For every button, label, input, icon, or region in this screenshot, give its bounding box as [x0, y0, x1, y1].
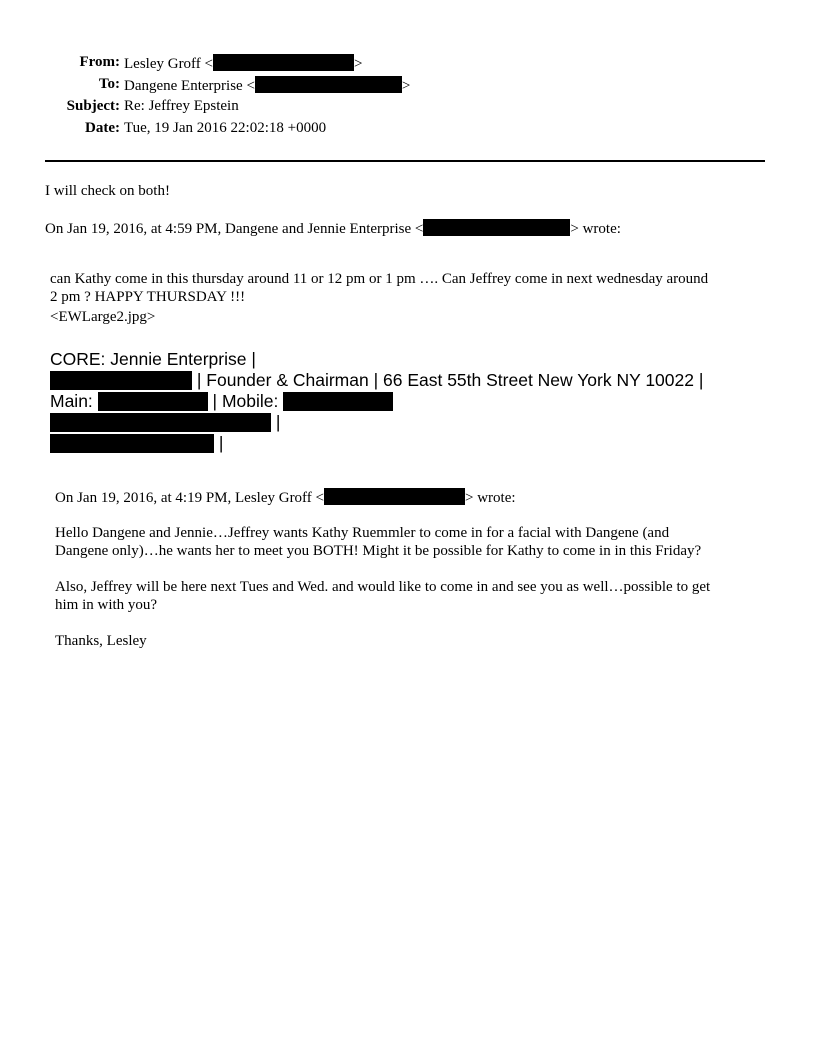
date-label: Date:: [85, 120, 120, 136]
signature-title: | Founder & Chairman | 66 East 55th Street New York NY 10022 |: [196, 370, 704, 390]
redacted-phone: [98, 392, 208, 411]
from-value: [124, 54, 362, 73]
date-value: Tue, 19 Jan 2016 22:02:18 +0000: [124, 120, 327, 136]
quote1-prefix: On Jan 19, 2016, at 4:59 PM, Dangene and Jennie Enterprise <: [45, 221, 424, 237]
quote1-suffix: > wrote:: [570, 221, 621, 237]
quote2-line: him in with you?: [55, 597, 158, 613]
signature-mobile-label: | Mobile:: [212, 391, 279, 411]
quote2-attribution: [55, 488, 516, 507]
to-label: To:: [98, 76, 120, 92]
header-divider: [45, 160, 765, 162]
signature-pipe: |: [275, 412, 281, 432]
redacted-phone: [283, 392, 393, 411]
redacted-text: [50, 413, 271, 432]
subject-value: Re: Jeffrey Epstein: [124, 98, 239, 114]
attachment-name: <EWLarge2.jpg>: [50, 309, 156, 325]
signature-line: [50, 391, 393, 412]
redacted-email: [324, 488, 465, 505]
quote2-signoff: Thanks, Lesley: [55, 633, 147, 649]
subject-label: Subject:: [66, 98, 120, 114]
from-name: Lesley Groff <: [124, 56, 213, 72]
to-name: Dangene Enterprise <: [124, 78, 255, 94]
quote2-prefix: On Jan 19, 2016, at 4:19 PM, Lesley Groff <: [55, 490, 324, 506]
from-close: >: [354, 56, 363, 72]
signature-line: CORE: Jennie Enterprise |: [50, 349, 256, 369]
signature-pipe: |: [218, 433, 224, 453]
quote1-line: 2 pm ? HAPPY THURSDAY !!!: [50, 289, 246, 305]
redacted-text: [50, 434, 214, 453]
quote2-suffix: > wrote:: [465, 490, 516, 506]
subject-row: [0, 98, 816, 118]
email-header: [0, 54, 816, 154]
quote2-line: Also, Jeffrey will be here next Tues and Wed. and would like to come in and see you as well…possible to get: [55, 579, 711, 595]
to-close: >: [401, 78, 411, 94]
quote2-line: Dangene only)…he wants her to meet you BOTH! Might it be possible for Kathy to come in in this Friday?: [55, 543, 702, 559]
redacted-name: [50, 371, 192, 390]
to-value: [124, 76, 410, 95]
quote1-attribution: [45, 219, 621, 238]
signature-line: [50, 433, 223, 454]
quote2-line: Hello Dangene and Jennie…Jeffrey wants Kathy Ruemmler to come in for a facial with Dangene (and: [55, 525, 670, 541]
to-row: [0, 76, 816, 96]
date-row: [0, 120, 816, 140]
redacted-email: [423, 219, 570, 236]
signature-main-label: Main:: [50, 391, 93, 411]
from-label: From:: [79, 54, 120, 70]
reply-text: I will check on both!: [45, 183, 170, 199]
signature-line: [50, 370, 703, 391]
redacted-email: [255, 76, 402, 93]
quote1-line: can Kathy come in this thursday around 11 or 12 pm or 1 pm …. Can Jeffrey come in next wednesday around: [50, 271, 709, 287]
signature-line: [50, 412, 280, 433]
from-row: [0, 54, 816, 74]
redacted-email: [213, 54, 354, 71]
